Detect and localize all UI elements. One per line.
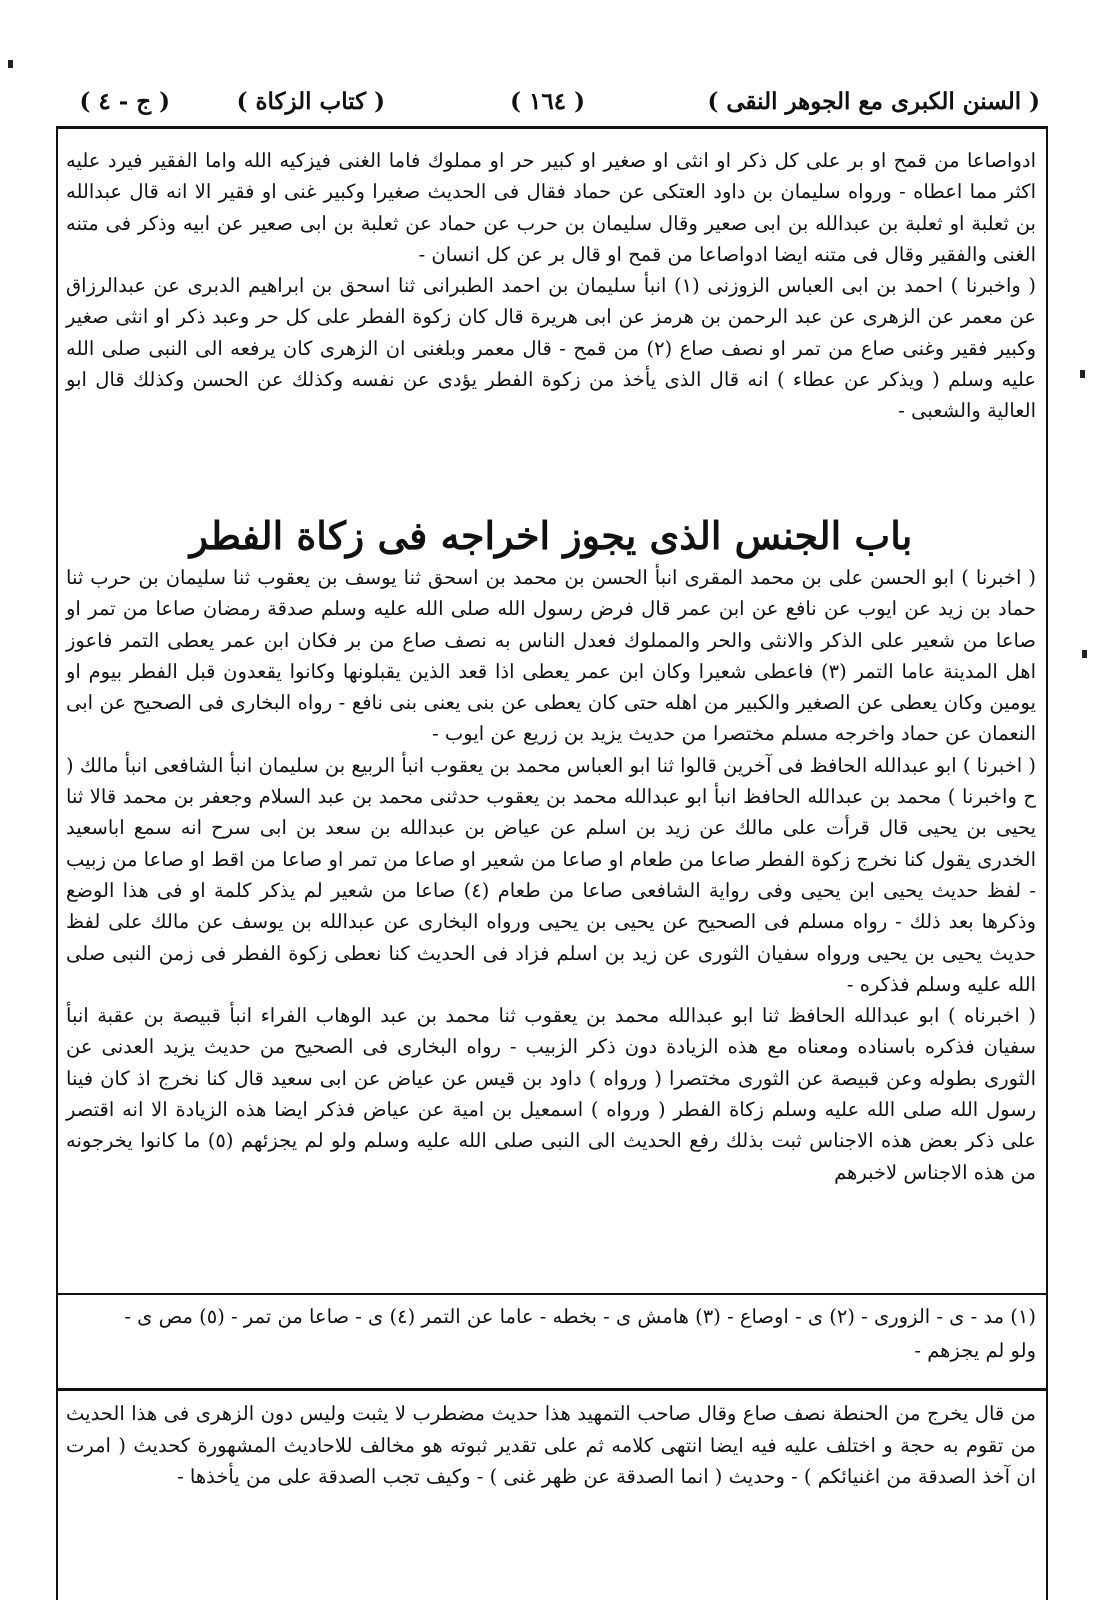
footnotes (66, 1300, 1036, 1368)
margin-mark (1080, 370, 1085, 378)
footnote-line: ولو لم يجزهم - (914, 1339, 1036, 1362)
paragraph: ( اخبرناه ) ابو عبدالله الحافظ ثنا ابو عبدالله محمد بن يعقوب ثنا محمد بن عبد الوهاب الفراء انبأ قبيصة بن عقبة انبأ سفيان فذكره باسناده ومعناه مع هذه الزيادة دون ذكر الزبيب - رواه البخارى فى الصحيح من حديث يزيد العدنى عن الثورى بطوله وعن قبيصة عن الثورى مختصرا ( ورواه ) داود بن قيس عن عياض عن ابى سعيد قال كنا نخرج اذ كان فينا رسول الله صلى الله عليه وسلم زكاة الفطر ( ورواه ) اسمعيل بن امية عن عياض فذكر ايضا هذه الزيادة الا انه اقتصر على ذكر بعض هذه الاجناس ثبت بذلك رفع الحديث الى النبى صلى الله عليه وسلم ولو لم يجزئهم (٥) ما كانوا يخرجونه من هذه الاجناس لاخبرهم (66, 1004, 1036, 1184)
margin-mark (8, 60, 13, 68)
footnote-rule (56, 1293, 1048, 1295)
paragraph: ادواصاعا من قمح او بر على كل ذكر او انثى او صغير او كبير حر او مملوك فاما الغنى فيزكيه الله واما الفقير فيرد عليه اكثر مما اعطاه - ورواه سليمان بن داود العتكى عن حماد فقال فى الحديث صغيرا وكبير غنى او فقير الا انه قال عبدالله بن ثعلبة او ثعلبة بن عبدالله بن ابى صعير وقال سليمان بن حرب عن حماد عن ثعلبة بن ابى صعير عن ابيه وذكر فى متنه الغنى والفقير وقال فى متنه ايضا ادواصاعا من قمح او قال بر عن كل انسان - (66, 149, 1036, 266)
paragraph: ( واخبرنا ) احمد بن ابى العباس الزوزنى (١) انبأ سليمان بن احمد الطبرانى ثنا اسحق بن ابراهيم الدبرى عن عبدالرزاق عن معمر عن الزهرى عن عبد الرحمن بن هرمز عن ابى هريرة قال كان زكوة الفطر على كل حر وعبد ذكر او انثى صغير وكبير فقير وغنى صاع من تمر او نصف صاع (٢) من قمح - قال معمر وبلغنى ان الزهرى كان يرفعه الى النبى صلى الله عليه وسلم ( ويذكر عن عطاء ) انه قال الذى يأخذ من زكوة الفطر يؤدى عن نفسه وكذلك عن الحسن وكذلك قال ابو العالية والشعبى - (66, 274, 1036, 423)
section-title: باب الجنس الذى يجوز اخراجه فى زكاة الفطر (189, 513, 913, 558)
main-text (66, 562, 1036, 1188)
margin-mark (1082, 650, 1087, 658)
footnote-line: (١) مد - ى - الزورى - (٢) ى - اوصاع - (٣) هامش ى - بخطه - عاما عن التمر (٤) ى - صاعا من تمر - (٥) مص ى - (124, 1305, 1036, 1328)
paragraph: ( اخبرنا ) ابو عبدالله الحافظ فى آخرين قالوا ثنا ابو العباس محمد بن يعقوب انبأ الربيع بن سليمان انبأ الشافعى انبأ مالك ( ح واخبرنا ) محمد بن عبدالله الحافظ انبأ ابو عبدالله محمد بن يعقوب حدثنى محمد بن عبد السلام وجعفر بن محمد قالا ثنا يحيى بن يحيى قال قرأت على مالك عن زيد بن اسلم عن عياض بن عبدالله بن سعد بن ابى سرح انه سمع اباسعيد الخدرى يقول كنا نخرج زكوة الفطر صاعا من طعام او صاعا من شعير او صاعا من تمر او صاعا من اقط او صاعا من زبيب - لفظ حديث يحيى ابن يحيى وفى رواية الشافعى صاعا من طعام (٤) صاعا من شعير لم يذكر كلمة او فى هذا الوضع وذكرها بعد ذلك - رواه مسلم فى الصحيح عن يحيى بن يحيى ورواه البخارى عن عبدالله بن يوسف عن مالك على لفظ حديث يحيى بن يحيى ورواه سفيان الثورى عن زيد بن اسلم فزاد فى الحديث كنا نعطى زكوة الفطر فى زمن النبى صلى الله عليه وسلم فذكره - (66, 753, 1036, 996)
book-title: ( السنن الكبرى مع الجوهر النقى ) (707, 88, 1040, 115)
paragraph: ( اخبرنا ) ابو الحسن على بن محمد المقرى انبأ الحسن بن محمد بن اسحق ثنا يوسف بن يعقوب ثنا سليمان بن حرب ثنا حماد بن زيد عن ايوب عن نافع عن ابن عمر قال فرض رسول الله صلى الله عليه وسلم صدقة رمضان صاعا من تمر او صاعا من شعير على الذكر والانثى والحر والمملوك فعدل الناس به نصف صاع من بر فكان ابن عمر يعطى التمر فاعوز اهل المدينة عاما التمر (٣) فاعطى شعيرا وكان ابن عمر يعطى اذا قعد الذين يقبلونها وكانوا يقعدون قبل الفطر بيوم او يومين وكان يعطى عن الصغير والكبير من اهله حتى كان يعطى عن بنى يعنى بنى نافع - رواه البخارى فى الصحيح عن ابى النعمان عن حماد واخرجه مسلم مختصرا من حديث يزيد بن زريع عن ايوب - (66, 566, 1037, 746)
chapter-title: ( كتاب الزكاة ) (236, 88, 385, 115)
commentary: من قال يخرج من الحنطة نصف صاع وقال صاحب التمهيد هذا حديث مضطرب لا يثبت وليس دون الزهرى فى هذا الحديث من تقوم به حجة و اختلف عليه فيه ايضا انتهى كلامه ثم على تقدير ثبوته هو مخالف للاحاديث المشهورة كحديث ( امرت ان آخذ الصدقة من اغنيائكم ) - وحديث ( انما الصدقة عن ظهر غنى ) - وكيف تجب الصدقة على من يأخذها - (66, 1402, 1036, 1488)
commentary-rule (56, 1388, 1048, 1391)
page-number: ( ١٦٤ ) (510, 88, 585, 115)
running-header (60, 88, 1040, 128)
top-text (66, 145, 1036, 427)
volume-number: ( ج - ٤ ) (79, 88, 170, 115)
